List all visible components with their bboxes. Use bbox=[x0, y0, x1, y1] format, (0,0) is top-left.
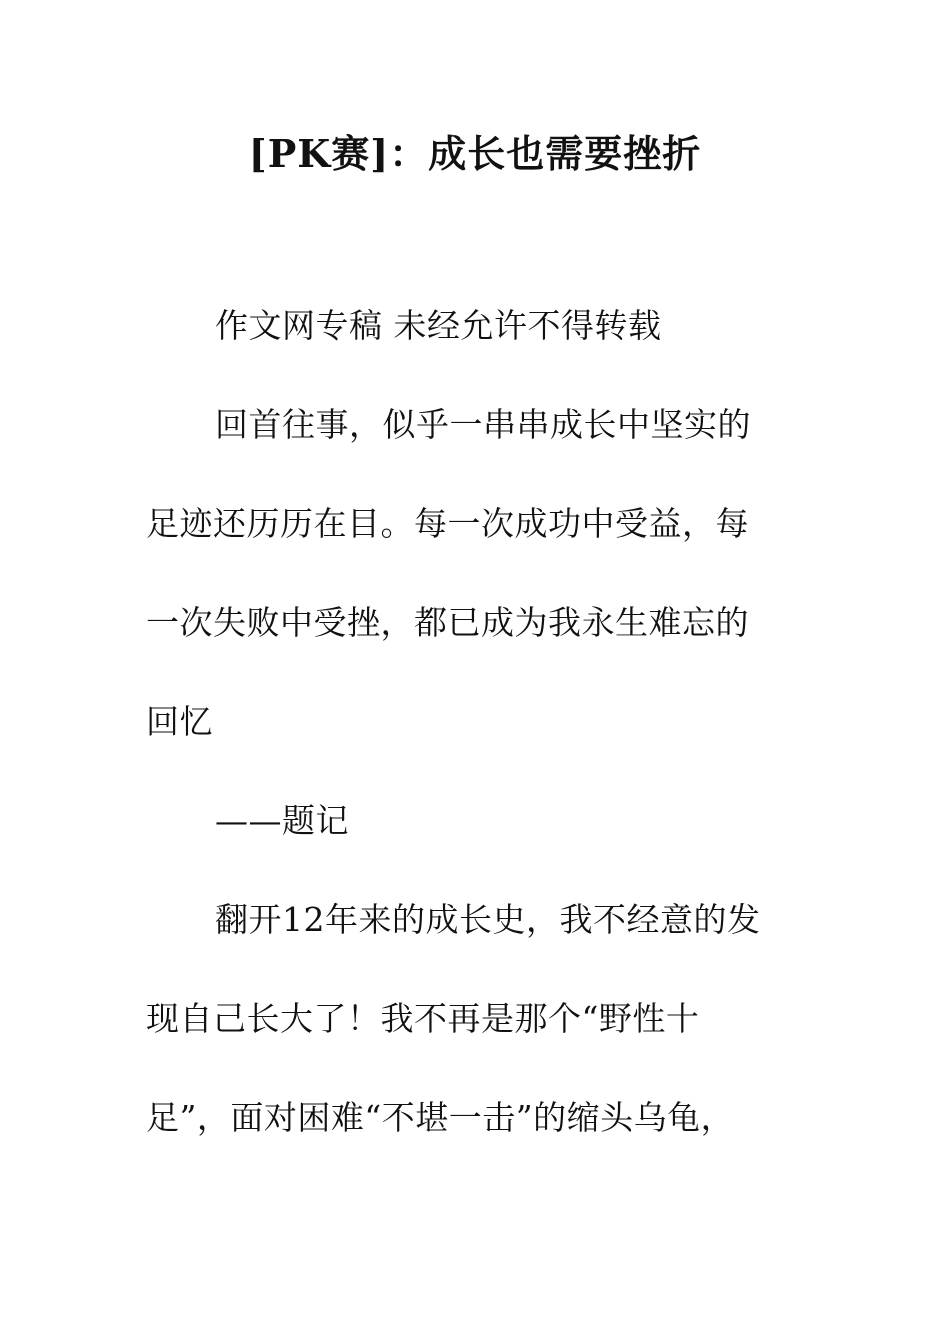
body-line: 回首往事，似乎一串串成长中坚实的 bbox=[215, 405, 751, 444]
document-title: [PK赛]：成长也需要挫折 bbox=[248, 131, 702, 176]
body-line: 回忆 bbox=[146, 702, 213, 741]
body-line: 足迹还历历在目。每一次成功中受益，每 bbox=[146, 504, 749, 543]
body-line: 翻开12年来的成长史，我不经意的发 bbox=[215, 900, 761, 939]
body-line: 作文网专稿 未经允许不得转载 bbox=[215, 306, 662, 345]
body-line: 一次失败中受挫，都已成为我永生难忘的 bbox=[146, 603, 749, 642]
body-line: 现自己长大了！我不再是那个“野性十 bbox=[146, 999, 700, 1038]
body-line: ——题记 bbox=[215, 801, 349, 840]
body-line: 足”，面对困难“不堪一击”的缩头乌龟， bbox=[146, 1098, 735, 1137]
